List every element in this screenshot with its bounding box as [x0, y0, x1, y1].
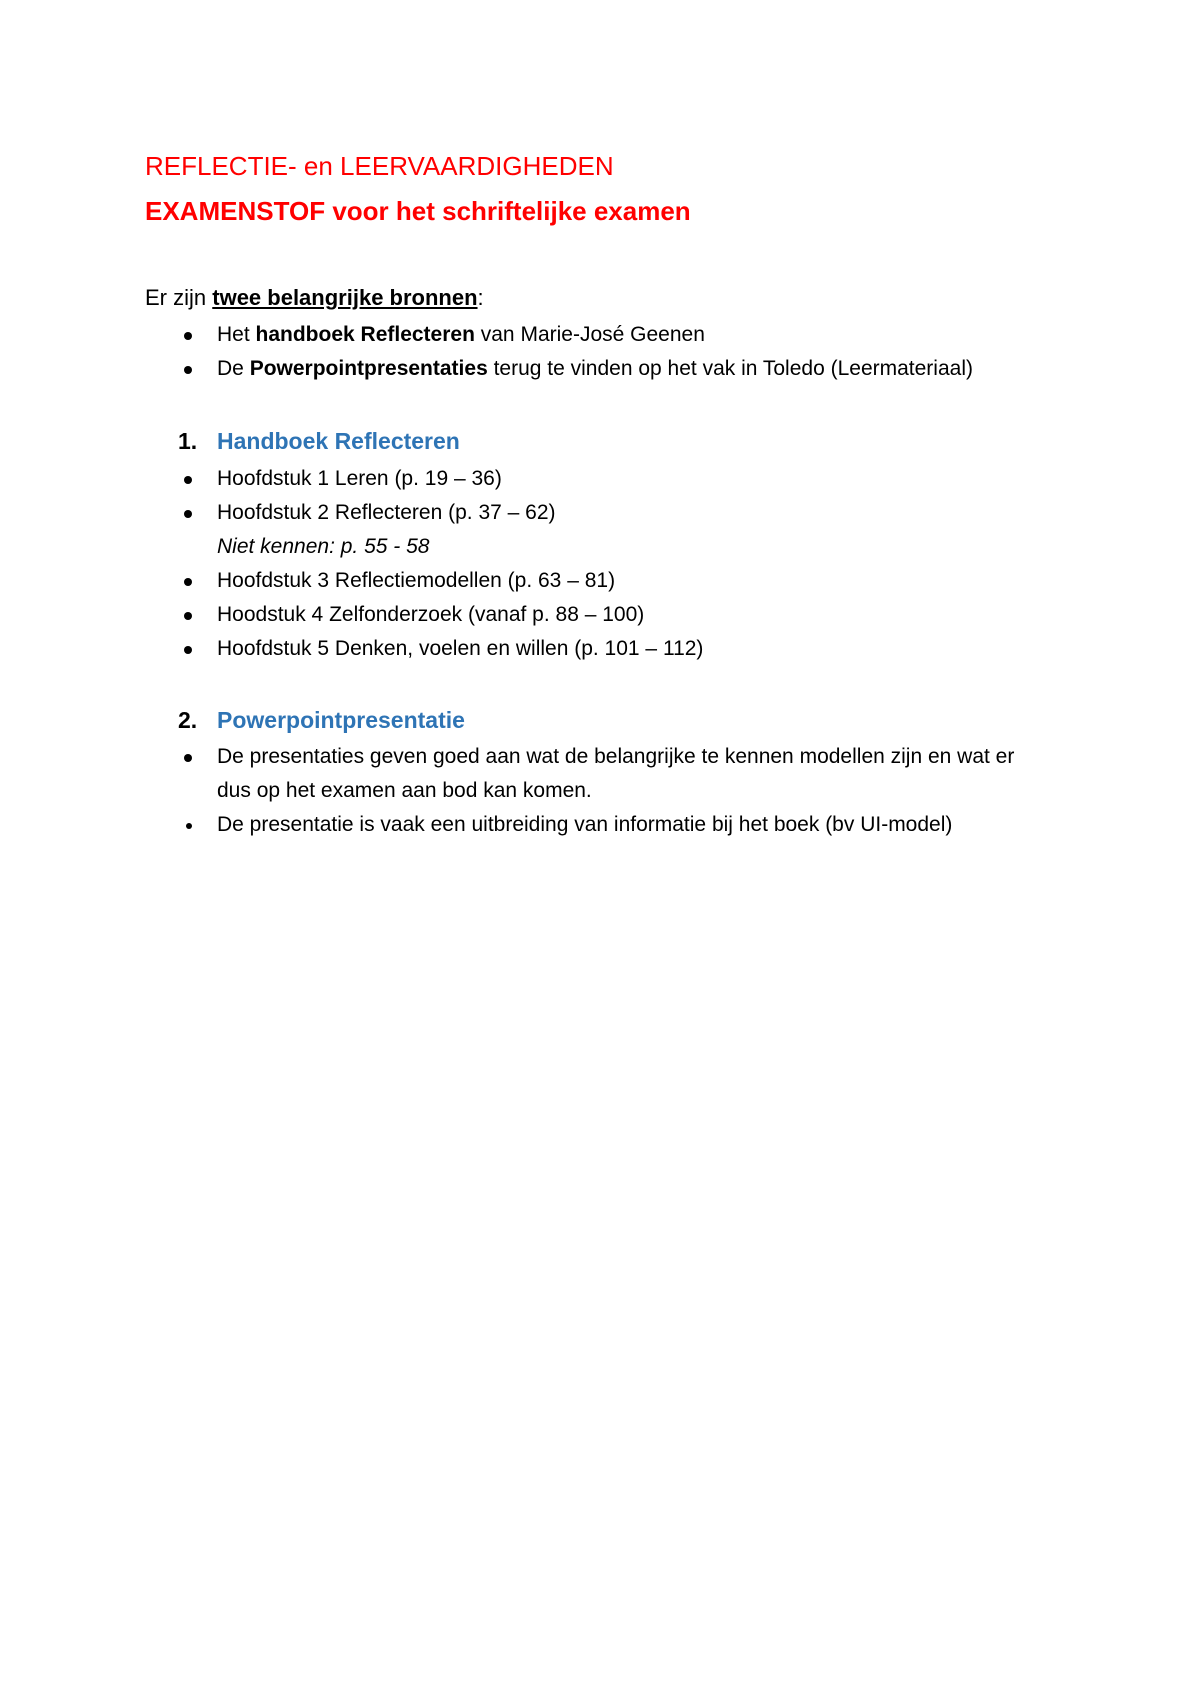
list-item-text: Hoofdstuk 3 Reflectiemodellen (p. 63 – 81): [217, 569, 616, 592]
intro-paragraph: [145, 285, 484, 311]
source-bold: handboek Reflecteren: [255, 323, 475, 346]
list-item-text: Hoofdstuk 1 Leren (p. 19 – 36): [217, 467, 502, 490]
list-item-text: [217, 357, 973, 381]
document-title: REFLECTIE- en LEERVAARDIGHEDEN: [145, 151, 614, 181]
source-text: terug te vinden op het vak in Toledo (Leermateriaal): [487, 357, 973, 380]
section-title: Handboek Reflecteren: [217, 428, 460, 454]
bullet-icon: [184, 476, 192, 484]
list-item-text: Hoofdstuk 5 Denken, voelen en willen (p. 101 – 112): [217, 637, 704, 660]
list-item-text: De presentatie is vaak een uitbreiding van informatie bij het boek (bv UI-model): [217, 813, 953, 836]
bullet-icon: [184, 754, 192, 762]
intro-suffix: :: [477, 285, 484, 310]
source-text: De: [217, 357, 250, 380]
list-item-text: [217, 323, 705, 347]
section-title: Powerpointpresentatie: [217, 707, 465, 733]
source-text: Het: [217, 323, 256, 346]
bullet-icon: [184, 612, 192, 620]
bullet-icon: [184, 366, 192, 374]
bullet-icon: [184, 332, 192, 340]
bullet-icon: [184, 578, 192, 586]
section-number: 1.: [178, 428, 198, 454]
list-item-text: De presentaties geven goed aan wat de belangrijke te kennen modellen zijn en wat er: [217, 745, 1015, 768]
bullet-icon: [186, 823, 192, 829]
source-text: van Marie-José Geenen: [474, 323, 705, 346]
bullet-icon: [184, 646, 192, 654]
list-item-text: Hoodstuk 4 Zelfonderzoek (vanaf p. 88 – 100): [217, 603, 645, 626]
bullet-icon: [184, 510, 192, 518]
intro-emphasis: twee belangrijke bronnen: [212, 285, 478, 310]
list-item-note: Niet kennen: p. 55 - 58: [217, 535, 430, 558]
list-item-text: Hoofdstuk 2 Reflecteren (p. 37 – 62): [217, 501, 556, 524]
intro-prefix: Er zijn: [145, 285, 213, 310]
source-bold: Powerpointpresentaties: [249, 357, 488, 380]
list-item-continuation: dus op het examen aan bod kan komen.: [217, 779, 592, 802]
document-subtitle: EXAMENSTOF voor het schriftelijke examen: [145, 196, 691, 226]
section-number: 2.: [178, 707, 198, 733]
